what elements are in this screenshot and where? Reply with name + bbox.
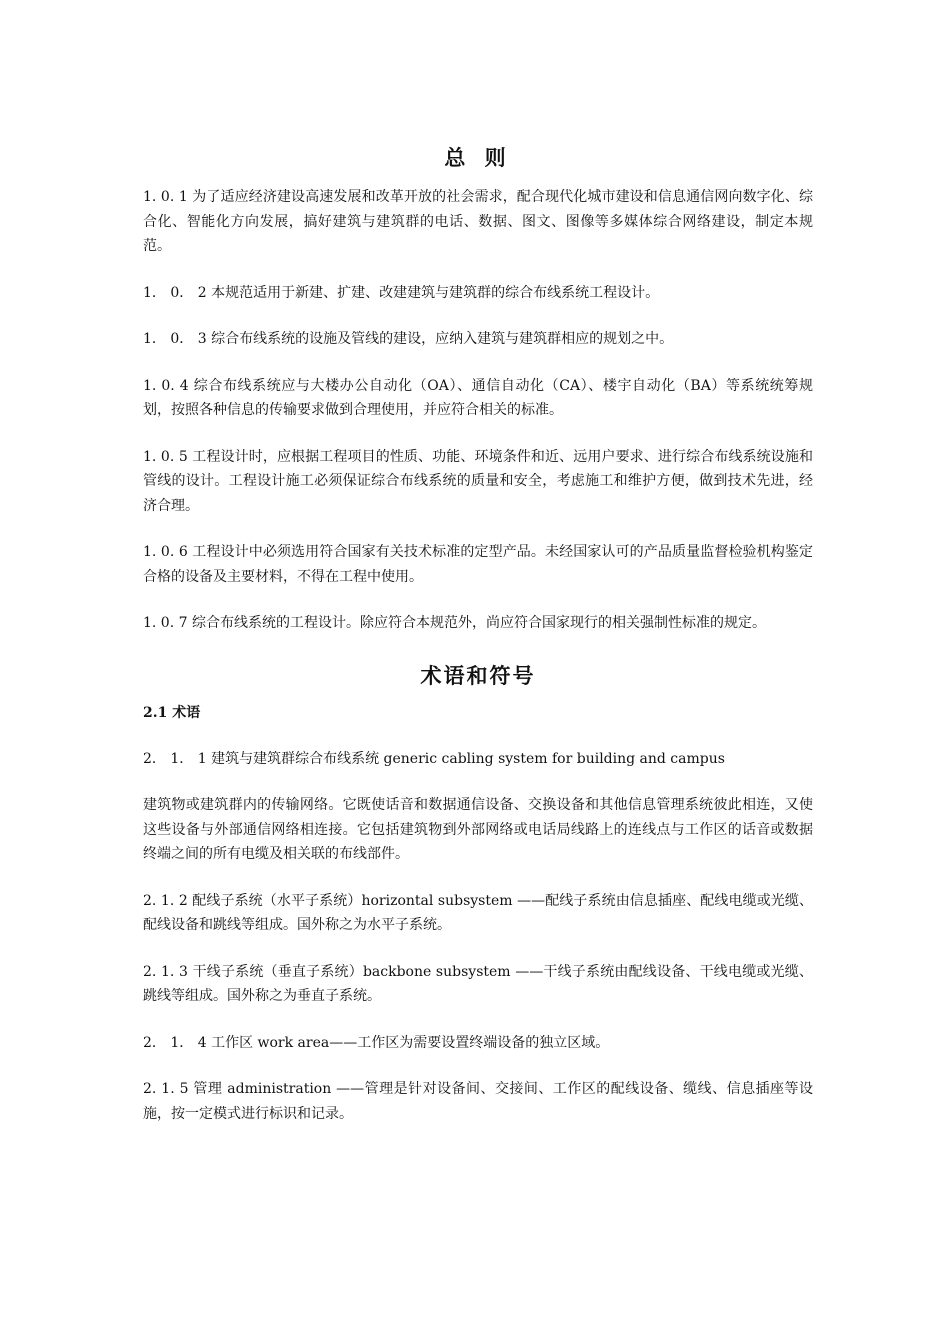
- clause-2-1-1: 2． 1． 1 建筑与建筑群综合布线系统 generic cabling system for building and campus: [143, 750, 725, 767]
- clause-1-0-4: 1. 0. 4 综合布线系统应与大楼办公自动化（OA）、通信自动化（CA）、楼宇自动化（BA）等系统统筹规划，按照各种信息的传输要求做到合理使用，并应符合相关的标准。: [143, 377, 813, 418]
- clause-2-1-4: 2． 1． 4 工作区 work area——工作区为需要设置终端设备的独立区域。: [143, 1034, 610, 1051]
- clause-1-0-5: 1. 0. 5 工程设计时，应根据工程项目的性质、功能、环境条件和近、远用户要求、进行综合布线系统设施和管线的设计。工程设计施工必须保证综合布线系统的质量和安全，考虑施工和维护方便，做到技术先进，经济合理。: [143, 448, 813, 514]
- clause-1-0-1: 1. 0. 1 为了适应经济建设高速发展和改革开放的社会需求，配合现代化城市建设和信息通信网向数字化、综合化、智能化方向发展，搞好建筑与建筑群的电话、数据、图文、图像等多媒体综合网络建设，制定本规范。: [143, 189, 813, 254]
- clause-2-1-5: 2. 1. 5 管理 administration ——管理是针对设备间、交接间、工作区的配线设备、缆线、信息插座等设施，按一定模式进行标识和记录。: [143, 1081, 813, 1122]
- subheading-terms: 2.1 术语: [143, 704, 201, 721]
- document-content: [143, 140, 813, 1148]
- section-title-terms: 术语和符号: [420, 662, 536, 688]
- clause-1-0-6: 1. 0. 6 工程设计中必须选用符合国家有关技术标准的定型产品。未经国家认可的产品质量监督检验机构鉴定合格的设备及主要材料，不得在工程中使用。: [143, 544, 813, 585]
- section-title-general: 总 则: [444, 145, 512, 170]
- clause-1-0-7: 1. 0. 7 综合布线系统的工程设计。除应符合本规范外，尚应符合国家现行的相关强制性标准的规定。: [143, 615, 766, 631]
- clause-2-1-1-definition: 建筑物或建筑群内的传输网络。它既使话音和数据通信设备、交换设备和其他信息管理系统彼此相连，又使这些设备与外部通信网络相连接。它包括建筑物到外部网络或电话局线路上的连线点与工作区的话音或数据终端之间的所有电缆及相关联的布线部件。: [143, 797, 813, 862]
- clause-1-0-2: 1． 0． 2 本规范适用于新建、扩建、改建建筑与建筑群的综合布线系统工程设计。: [143, 284, 660, 301]
- clause-2-1-3: 2. 1. 3 干线子系统（垂直子系统）backbone subsystem ——干线子系统由配线设备、干线电缆或光缆、跳线等组成。国外称之为垂直子系统。: [143, 963, 813, 1004]
- clause-1-0-3: 1． 0． 3 综合布线系统的设施及管线的建设，应纳入建筑与建筑群相应的规划之中。: [143, 331, 674, 347]
- clause-2-1-2: 2. 1. 2 配线子系统（水平子系统）horizontal subsystem ——配线子系统由信息插座、配线电缆或光缆、配线设备和跳线等组成。国外称之为水平子系统。: [143, 892, 813, 933]
